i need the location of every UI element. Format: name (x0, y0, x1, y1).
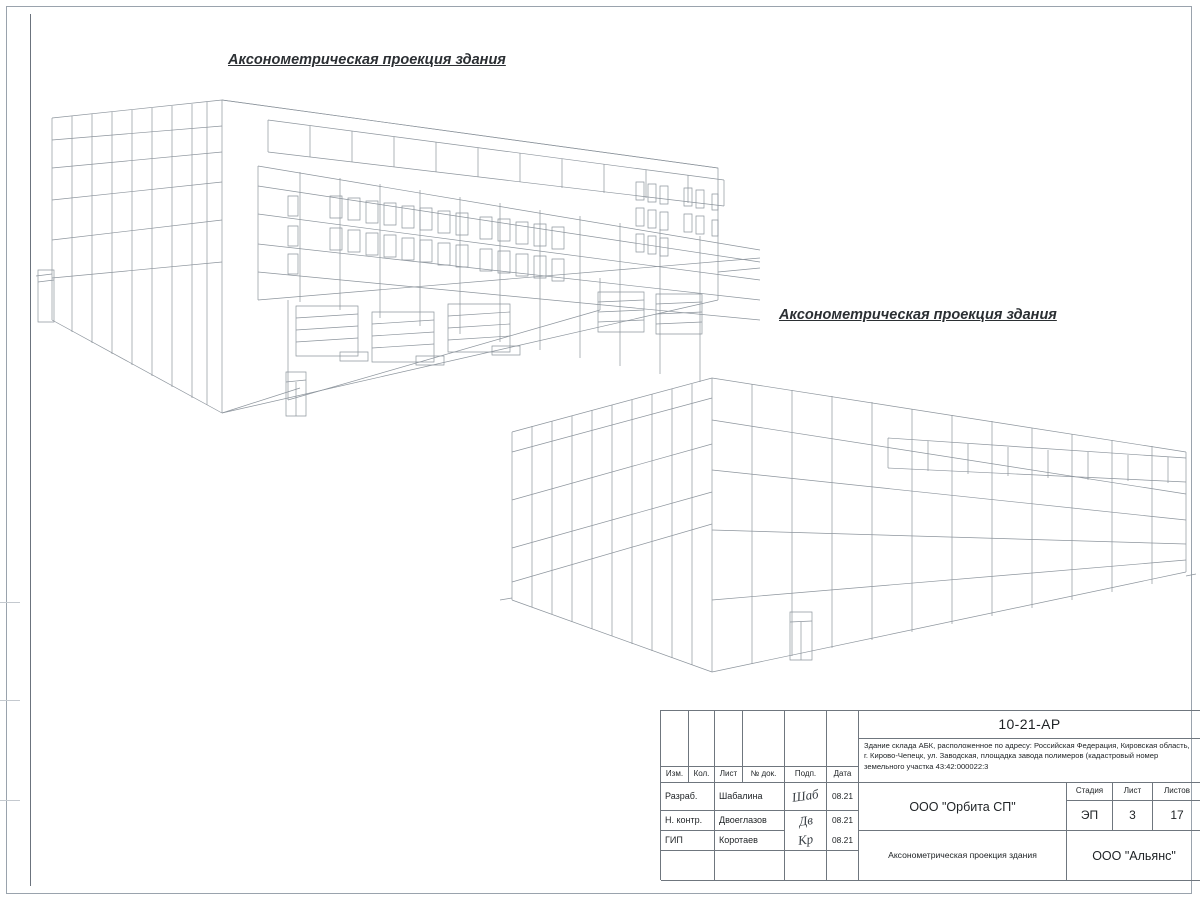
person-name-gip: Коротаев (715, 831, 785, 851)
sheet-name (859, 831, 1067, 881)
column-header-data: Дата (827, 767, 859, 783)
person-name-developer: Шабалина (715, 783, 785, 811)
role-label-gip: ГИП (661, 831, 715, 851)
column-header-podp: Подп. (785, 767, 827, 783)
sheet-name-text: Аксонометрическая проекция здания (888, 849, 1037, 860)
axonometric-view-title-2: Аксонометрическая проекция здания (779, 307, 1057, 323)
signature-glyph-inspector: Дв (797, 811, 814, 829)
left-margin-divider-2 (0, 700, 20, 701)
role-cell-empty (661, 851, 715, 881)
revision-cell-ndok-blank (743, 711, 785, 767)
signature-cell-empty (785, 851, 827, 881)
revision-cell-izm-blank (661, 711, 689, 767)
date-developer: 08.21 (827, 783, 859, 811)
revision-cell-data-blank (827, 711, 859, 767)
date-gip: 08.21 (827, 831, 859, 851)
revision-cell-podp-blank (785, 711, 827, 767)
column-header-kol: Кол. (689, 767, 715, 783)
axonometric-view-title-1: Аксонометрическая проекция здания (228, 52, 506, 68)
signature-gip (785, 831, 827, 851)
object-description-text: Здание склада АБК, расположенное по адресу: Российская Федерация, Кировская область, г. Кирово-Чепецк, ул. Заводская, площадка завода полимеров (кадастровый номер земельного участка 43:42:000022:3 (864, 741, 1190, 771)
role-label-inspector: Н. контр. (661, 811, 715, 831)
object-description (859, 739, 1200, 783)
person-name-inspector: Двоеглазов (715, 811, 785, 831)
list-value: 3 (1113, 801, 1153, 831)
signature-developer (785, 783, 827, 811)
revision-cell-kol-blank (689, 711, 715, 767)
signature-glyph-gip: Кр (796, 831, 814, 849)
column-header-list: Лист (715, 767, 743, 783)
name-cell-empty (715, 851, 785, 881)
client-organization (1067, 831, 1200, 881)
designer-organization-text: ООО "Орбита СП" (909, 799, 1016, 814)
date-cell-empty (827, 851, 859, 881)
title-block (660, 710, 1200, 880)
stage-header: Стадия (1067, 783, 1113, 801)
signature-inspector (785, 811, 827, 831)
column-header-izm: Изм. (661, 767, 689, 783)
date-inspector: 08.21 (827, 811, 859, 831)
stage-value: ЭП (1067, 801, 1113, 831)
list-header: Лист (1113, 783, 1153, 801)
lists-value: 17 (1153, 801, 1200, 831)
signature-glyph-developer: Шаб (791, 786, 820, 806)
project-code-text: 10-21-АР (998, 715, 1061, 732)
project-code (859, 711, 1200, 739)
left-margin-divider-1 (0, 602, 20, 603)
revision-cell-list-blank (715, 711, 743, 767)
column-header-ndok: № док. (743, 767, 785, 783)
client-organization-text: ООО "Альянс" (1092, 848, 1176, 863)
designer-organization (859, 783, 1067, 831)
left-margin-divider-3 (0, 800, 20, 801)
role-label-developer: Разраб. (661, 783, 715, 811)
lists-header: Листов (1153, 783, 1200, 801)
